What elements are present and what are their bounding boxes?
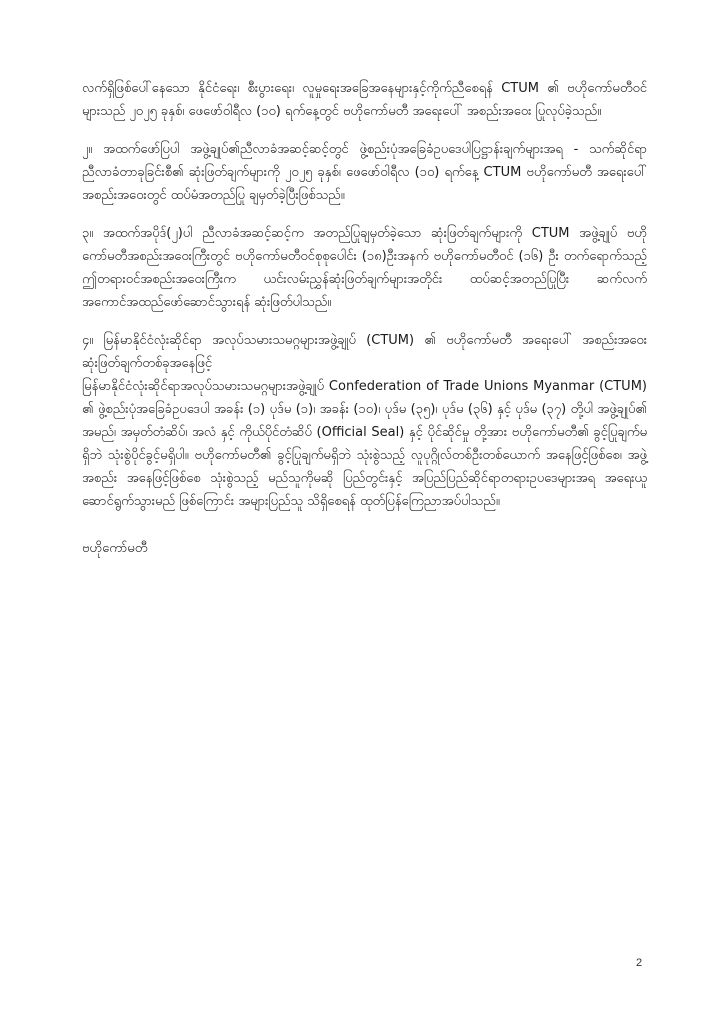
- document-body: [82, 77, 647, 560]
- paragraph-3: ၃။ အထက်အပိုဒ်(၂)ပါ ညီလာခံအဆင့်ဆင့်က အတည်ပြုချမှတ်ခဲ့သော ဆုံးဖြတ်ချက်များကို CTUM အဖွဲ့ချုပ် ဗဟိုကော်မတီအစည်းအဝေးကြီးတွင် ဗဟိုကော်မတီဝင်စုစုပေါင်း (၁၈)ဦးအနက် ဗဟိုကော်မတီဝင် (၁၆) ဦး တက်ရောက်သည့် ဤတရားဝင်အစည်းအဝေးကြီးက ယင်းလမ်းညွှန်ဆုံးဖြတ်ချက်များအတိုင်း ထပ်ဆင့်အတည်ပြုပြီး ဆက်လက်အကောင်အထည်ဖော်ဆောင်သွားရန် ဆုံးဖြတ်ပါသည်။: [82, 226, 647, 310]
- paragraph-1: လက်ရှိဖြစ်ပေါ်နေသော နိုင်ငံရေး၊ စီးပွားရေး၊ လူမှုရေးအခြေအနေများနှင့်ကိုက်ညီစေရန် CTUM ၏ ဗဟိုကော်မတီဝင်များသည် ၂၀၂၅ ခုနှစ်၊ ဖေဖော်ဝါရီလ (၁၀) ရက်နေ့တွင် ဗဟိုကော်မတီ အရေးပေါ် အစည်းအဝေး ပြုလုပ်ခဲ့သည်။: [82, 81, 647, 119]
- signature-central-committee: ဗဟိုကော်မတီ: [82, 541, 148, 556]
- paragraph-4-heading: ၄။ မြန်မာနိုင်ငံလုံးဆိုင်ရာ အလုပ်သမားသမဂ္ဂများအဖွဲ့ချုပ် (CTUM) ၏ ဗဟိုကော်မတီ အရေးပေါ် အစည်းအဝေးဆုံးဖြတ်ချက်တစ်ခုအနေဖြင့်: [82, 333, 647, 371]
- paragraph-2: ၂။ အထက်ဖော်ပြပါ အဖွဲ့ချုပ်၏ညီလာခံအဆင့်ဆင့်တွင် ဖွဲ့စည်းပုံအခြေခံဥပဒေပါပြဋ္ဌာန်းချက်များအရ - သက်ဆိုင်ရာညီလာခံတာခုခြင်းစီ၏ ဆုံးဖြတ်ချက်များကို ၂၀၂၅ ခုနှစ်၊ ဖေဖော်ဝါရီလ (၁၀) ရက်နေ့ CTUM ဗဟိုကော်မတီ အရေးပေါ် အစည်းအဝေးတွင် ထပ်မံအတည်ပြု ချမှတ်ခဲ့ပြီးဖြစ်သည်။: [82, 142, 647, 203]
- page-number: 2: [636, 957, 643, 969]
- paragraph-4-body: မြန်မာနိုင်ငံလုံးဆိုင်ရာအလုပ်သမားသမဂ္ဂများအဖွဲ့ချုပ် Confederation of Trade Unions Myanmar (CTUM) ၏ ဖွဲ့စည်းပုံအခြေခံဥပဒေပါ အခန်း (၁) ပုဒ်မ (၁)၊ အခန်း (၁၀)၊ ပုဒ်မ (၃၅)၊ ပုဒ်မ (၃၆) နှင့် ပုဒ်မ (၃၇) တို့ပါ အဖွဲ့ချုပ်၏ အမည်၊ အမှတ်တံဆိပ်၊ အလံ နှင့် ကိုယ်ပိုင်တံဆိပ် (Official Seal) နှင့် ပိုင်ဆိုင်မှု တို့အား ဗဟိုကော်မတီ၏ ခွင့်ပြုချက်မရှိဘဲ သုံးစွဲပိုင်ခွင့်မရှိပါ။ ဗဟိုကော်မတီ၏ ခွင့်ပြုချက်မရှိဘဲ သုံးစွဲသည့် လူပုဂ္ဂိုလ်တစ်ဦးတစ်ယောက် အနေဖြင့်ဖြစ်စေ၊ အဖွဲ့အစည်း အနေဖြင့်ဖြစ်စေ သုံးစွဲသည့် မည်သူကိုမဆို ပြည်တွင်းနှင့် အပြည်ပြည်ဆိုင်ရာတရားဥပဒေများအရ အရေးယူဆောင်ရွက်သွားမည် ဖြစ်ကြောင်း အများပြည်သူ သိရှိစေရန် ထုတ်ပြန်ကြေညာအပ်ပါသည်။: [82, 379, 647, 509]
